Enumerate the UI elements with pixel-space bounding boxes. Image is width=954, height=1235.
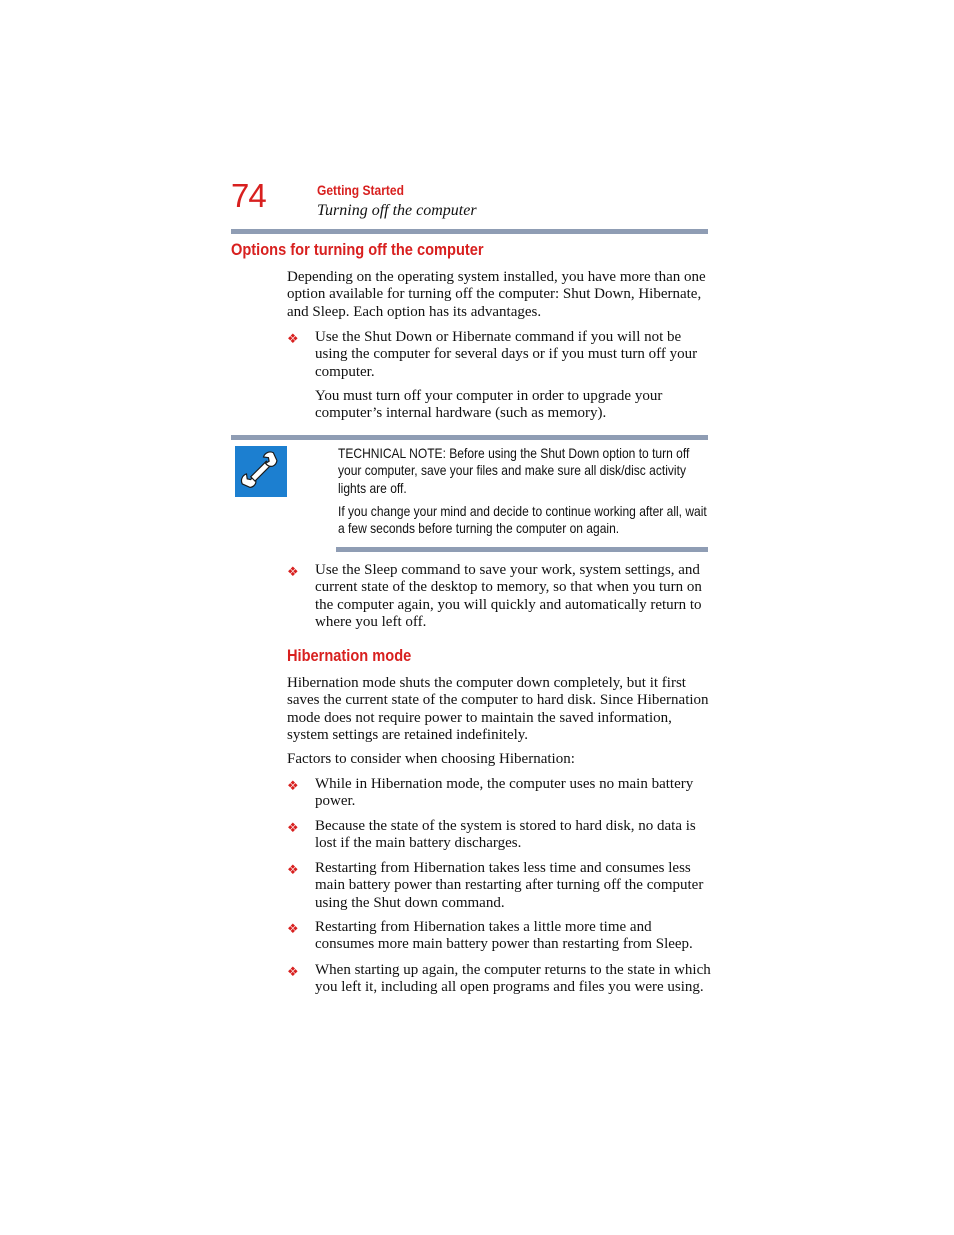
list-item: While in Hibernation mode, the computer uses no main battery power. xyxy=(315,776,694,810)
page-number: 74 xyxy=(231,177,266,214)
bullet-marker: ❖ xyxy=(287,964,299,979)
section-heading-hibernation: Hibernation mode xyxy=(287,646,412,665)
bullet-shutdown-followup: You must turn off your computer in order to upgrade your computer’s internal hardware (such as memory). xyxy=(315,388,663,422)
bullet-shutdown: Use the Shut Down or Hibernate command if you will not be using the computer for several days or if you must turn off your computer. xyxy=(315,329,698,380)
bullet-marker: ❖ xyxy=(287,778,299,793)
bullet-marker: ❖ xyxy=(287,331,299,346)
chapter-title: Getting Started xyxy=(317,182,404,198)
technical-note-followup: If you change your mind and decide to continue working after all, wait a few seconds before turning the computer on again. xyxy=(338,503,707,537)
note-rule-bottom xyxy=(336,547,708,552)
technical-note-text: TECHNICAL NOTE: Before using the Shut Down option to turn off your computer, save your files and make sure all disk/disc activity lights are off. xyxy=(338,445,690,496)
list-item: Restarting from Hibernation takes less time and consumes less main battery power than restarting after turning off the computer using the Shut down command. xyxy=(315,860,704,911)
options-intro: Depending on the operating system installed, you have more than one option available for turning off the computer: Shut Down, Hibernate, and Sleep. Each option has its advantages. xyxy=(287,269,706,320)
bullet-marker: ❖ xyxy=(287,564,299,579)
list-item: Because the state of the system is stored to hard disk, no data is lost if the main battery discharges. xyxy=(315,818,696,852)
hibernation-intro: Hibernation mode shuts the computer down completely, but it first saves the current state of the computer to hard disk. Since Hibernation mode does not require power to maintain the saved information, system settings are retained indefinitely. xyxy=(287,675,709,743)
bullet-marker: ❖ xyxy=(287,921,299,936)
bullet-marker: ❖ xyxy=(287,862,299,877)
wrench-icon xyxy=(235,446,287,497)
note-rule-top xyxy=(231,435,708,440)
section-title: Turning off the computer xyxy=(317,202,477,219)
factors-intro: Factors to consider when choosing Hibernation: xyxy=(287,751,575,767)
bullet-marker: ❖ xyxy=(287,820,299,835)
bullet-sleep: Use the Sleep command to save your work, system settings, and current state of the desktop to memory, so that when you turn on the computer again, you will quickly and automatically return to where you left off. xyxy=(315,562,702,630)
list-item: When starting up again, the computer returns to the state in which you left it, including all open programs and files you were using. xyxy=(315,962,711,996)
list-item: Restarting from Hibernation takes a little more time and consumes more main battery power than restarting from Sleep. xyxy=(315,919,693,953)
header-rule xyxy=(231,229,708,234)
section-heading-options: Options for turning off the computer xyxy=(231,240,484,259)
